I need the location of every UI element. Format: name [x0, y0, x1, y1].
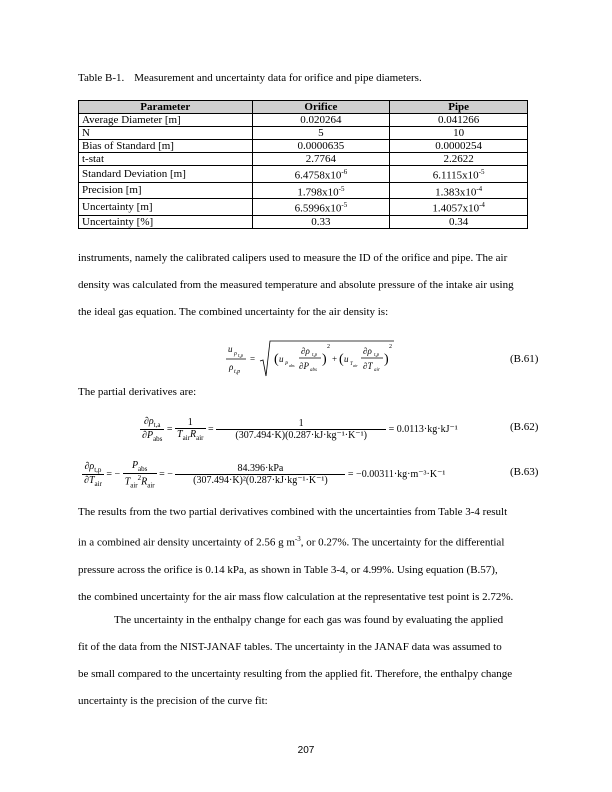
svg-text:∂ρ: ∂ρ: [301, 346, 310, 356]
text-line: pressure across the orifice is 0.14 kPa, as shown in Table 3-4, or 4.99%. Using equation (B.57),: [78, 563, 498, 576]
table-cell: $1.798x10^{-5}$: [252, 182, 390, 199]
svg-text:air: air: [374, 368, 380, 373]
svg-text:u: u: [279, 354, 284, 364]
svg-text:): ): [322, 352, 327, 367]
header-pipe: Pipe: [390, 101, 528, 114]
text-line: The uncertainty in the enthalpy change for each gas was found by evaluating the applied: [114, 614, 504, 626]
svg-text:u: u: [344, 354, 349, 364]
equation-b63: $\frac{\partial\rho_{t,p}}{\partial T_{air}}$ = − $\frac{P_{abs}}{T_{air}^2R_{air}}$ = − $\frac{\text{84.396·kPa}}{\text{(307.494·K)²(0.287·kJ·kg⁻¹·K⁻¹)}}$ = −0.00311·kg·m⁻³·K⁻¹: [84, 460, 446, 490]
svg-text:2: 2: [327, 344, 330, 350]
svg-text:abs: abs: [289, 363, 295, 368]
svg-text:(: (: [339, 352, 344, 367]
equation-b63-numerator: 84.396·kPa: [175, 463, 345, 475]
table-cell: 2.7764: [252, 153, 390, 166]
table-cell: Precision [m]: [79, 182, 253, 199]
table-cell: 0.33: [252, 215, 390, 228]
table-header-row: [79, 101, 528, 114]
table-row: [79, 114, 528, 127]
svg-text:abs: abs: [310, 368, 317, 373]
equation-b62-label: (B.62): [510, 421, 539, 433]
table-cell: 0.041266: [390, 114, 528, 127]
svg-text:t,p: t,p: [374, 353, 380, 358]
table-caption-text: Measurement and uncertainty data for orifice and pipe diameters.: [134, 72, 422, 84]
equation-b62: $\frac{\partial\rho_{t,a}}{\partial P_{abs}}$ = $\frac{1}{T_{air}R_{air}}$ = $\frac{1}{\text{(307.494·K)(0.287·kJ·kg⁻¹·K⁻¹)}}$ = 0.0113·kg·kJ⁻¹: [142, 416, 458, 443]
text-line: fit of the data from the NIST-JANAF tables. The uncertainty in the JANAF data was assumed to: [78, 641, 502, 653]
svg-text:t,p: t,p: [312, 353, 318, 358]
text-line: uncertainty is the precision of the curve fit:: [78, 695, 268, 707]
table-cell: 10: [390, 127, 528, 140]
svg-text:2: 2: [389, 344, 392, 350]
equation-b62-denominator: (307.494·K)(0.287·kJ·kg⁻¹·K⁻¹): [235, 430, 367, 441]
svg-text:∂T: ∂T: [363, 361, 373, 371]
svg-text:t,p: t,p: [234, 369, 241, 375]
table-cell: N: [79, 127, 253, 140]
table-cell: $1.4057x10^{-4}$: [390, 199, 528, 216]
equation-b62-result: = 0.0113·kg·kJ⁻¹: [388, 423, 458, 435]
table-cell: 0.34: [390, 215, 528, 228]
svg-text:(: (: [274, 352, 279, 367]
text-line: be small compared to the uncertainty resulting from the applied fit. Therefore, the enthalpy change: [78, 668, 513, 680]
header-orifice: Orifice: [252, 101, 390, 114]
svg-text:ρ: ρ: [234, 351, 237, 357]
page-number: 207: [297, 745, 315, 756]
table-cell: 0.020264: [252, 114, 390, 127]
text-line: the ideal gas equation. The combined uncertainty for the air density is:: [78, 306, 389, 318]
table-cell: 2.2622: [390, 153, 528, 166]
table-cell: Uncertainty [%]: [79, 215, 253, 228]
svg-text:+: +: [332, 354, 338, 364]
equation-b62-one: 1: [216, 418, 386, 430]
svg-text:air: air: [353, 363, 358, 368]
equation-b61-graphic: [226, 336, 396, 382]
equation-b63-result: = −0.00311·kg·m⁻³·K⁻¹: [347, 468, 446, 480]
table-row: [79, 215, 528, 228]
svg-text:): ): [384, 352, 389, 367]
table-cell: $6.5996x10^{-5}$: [252, 199, 390, 216]
partials-intro: The partial derivatives are:: [78, 386, 197, 398]
text-line: density was calculated from the measured temperature and absolute pressure of the intake air using: [78, 279, 514, 291]
table-cell: 0.0000254: [390, 140, 528, 153]
text-line: the combined uncertainty for the air mass flow calculation at the representative test point is 2.72%.: [78, 590, 514, 603]
svg-text:u: u: [228, 344, 233, 354]
table-cell: 0.0000635: [252, 140, 390, 153]
table-cell: $6.1115x10^{-5}$: [390, 166, 528, 183]
table-caption: [78, 72, 422, 84]
svg-text:=: =: [250, 354, 256, 364]
table-row: [79, 199, 528, 216]
table-row: [79, 182, 528, 199]
table-row: [79, 127, 528, 140]
table-cell: $6.4758x10^{-6}$: [252, 166, 390, 183]
table-cell: t-stat: [79, 153, 253, 166]
text-line: instruments, namely the calibrated calipers used to measure the ID of the orifice and pipe. The air: [78, 252, 508, 264]
paragraph-air-density: [78, 245, 540, 326]
table-cell: $1.383x10^{-4}$: [390, 182, 528, 199]
table-cell: Bias of Standard [m]: [79, 140, 253, 153]
table-row: [79, 166, 528, 183]
table-row: [79, 153, 528, 166]
header-parameter: Parameter: [79, 101, 253, 114]
paragraph-enthalpy: [78, 607, 540, 715]
text-line: in a combined air density uncertainty of 2.56 g $m^{-3}$, or 0.27%. The uncertainty for the differential: [78, 535, 505, 549]
equation-b61: [226, 336, 396, 385]
table-caption-label: Table B-1.: [78, 72, 125, 84]
table-cell: 5: [252, 127, 390, 140]
text-line: The results from the two partial derivatives combined with the uncertainties from Table 3-4 result: [78, 506, 508, 518]
paragraph-results: [78, 499, 540, 611]
svg-text:∂P: ∂P: [299, 361, 309, 371]
svg-text:T: T: [350, 362, 353, 367]
table-cell: Standard Deviation [m]: [79, 166, 253, 183]
svg-text:t,p: t,p: [238, 354, 244, 359]
equation-b63-label: (B.63): [510, 466, 539, 478]
table-cell: Uncertainty [m]: [79, 199, 253, 216]
svg-text:∂ρ: ∂ρ: [363, 346, 372, 356]
svg-text:ρ: ρ: [229, 362, 234, 372]
svg-text:P: P: [285, 362, 289, 367]
equation-b61-label: (B.61): [510, 353, 539, 365]
measurement-table: [78, 100, 528, 229]
table-row: [79, 140, 528, 153]
equation-b63-denominator: (307.494·K)²(0.287·kJ·kg⁻¹·K⁻¹): [193, 475, 328, 487]
table-cell: Average Diameter [m]: [79, 114, 253, 127]
